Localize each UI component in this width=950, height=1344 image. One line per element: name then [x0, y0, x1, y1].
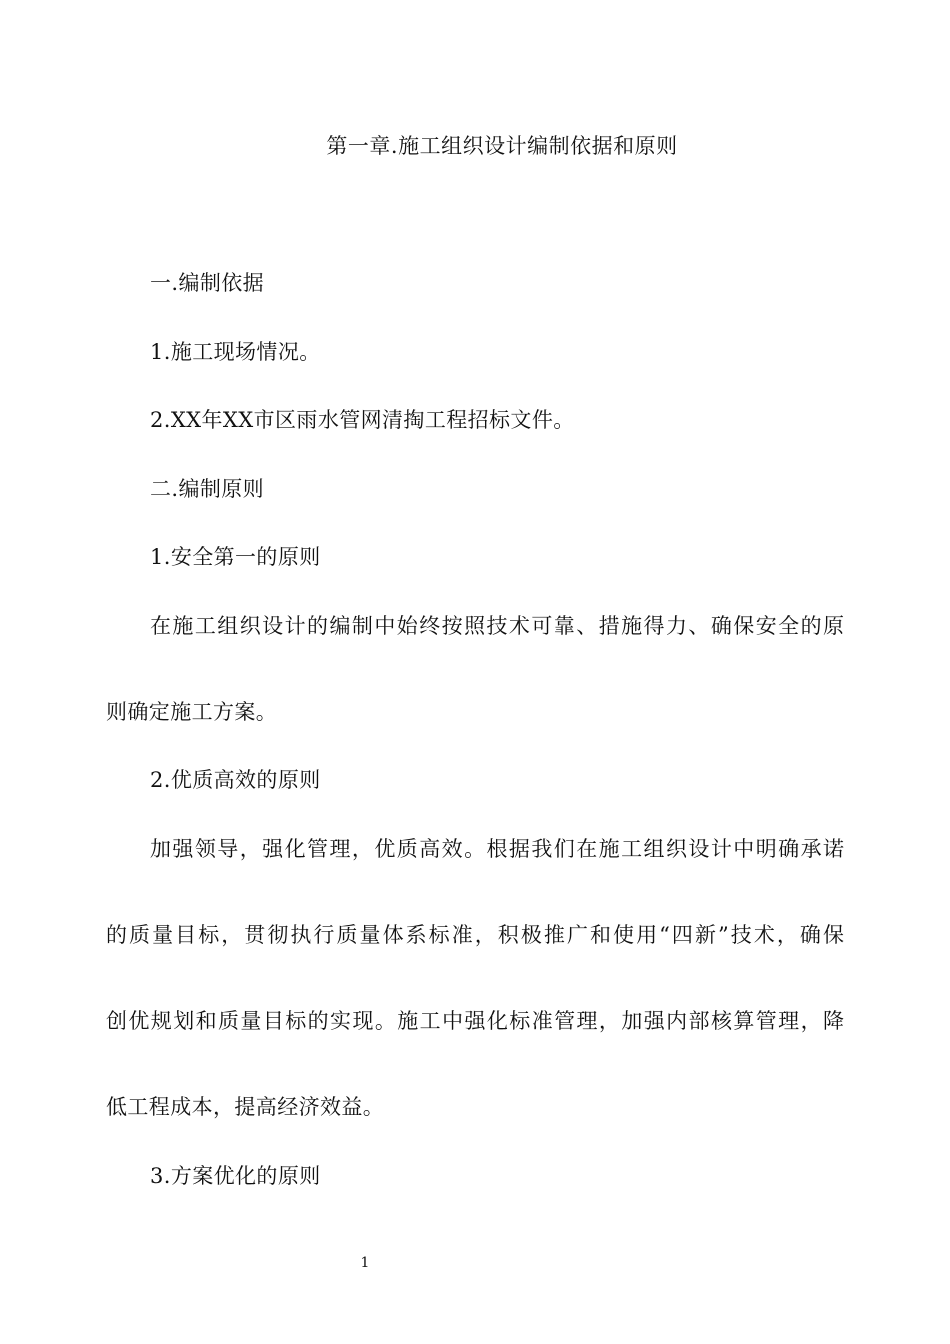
paragraph-line: 的质量目标，贯彻执行质量体系标准，积极推广和使用“四新”技术，确保	[106, 923, 844, 947]
section-heading-principles: 二.编制原则	[150, 477, 265, 501]
chapter-title: 第一章.施工组织设计编制依据和原则	[326, 134, 678, 158]
basis-item-1: 1.施工现场情况。	[150, 340, 321, 364]
principle-heading-optimization: 3.方案优化的原则	[150, 1164, 321, 1188]
paragraph-line: 低工程成本，提高经济效益。	[106, 1095, 385, 1119]
paragraph-line: 在施工组织设计的编制中始终按照技术可靠、措施得力、确保安全的原	[150, 614, 844, 638]
principle-heading-safety: 1.安全第一的原则	[150, 545, 321, 569]
paragraph-line: 则确定施工方案。	[106, 700, 278, 724]
paragraph-line: 加强领导，强化管理，优质高效。根据我们在施工组织设计中明确承诺	[150, 837, 844, 861]
section-heading-basis: 一.编制依据	[150, 271, 265, 295]
basis-item-2: 2.XX年XX市区雨水管网清掏工程招标文件。	[150, 408, 575, 432]
paragraph-line: 创优规划和质量目标的实现。施工中强化标准管理，加强内部核算管理，降	[106, 1009, 844, 1033]
page-number: 1	[360, 1255, 370, 1271]
principle-heading-quality: 2.优质高效的原则	[150, 768, 321, 792]
